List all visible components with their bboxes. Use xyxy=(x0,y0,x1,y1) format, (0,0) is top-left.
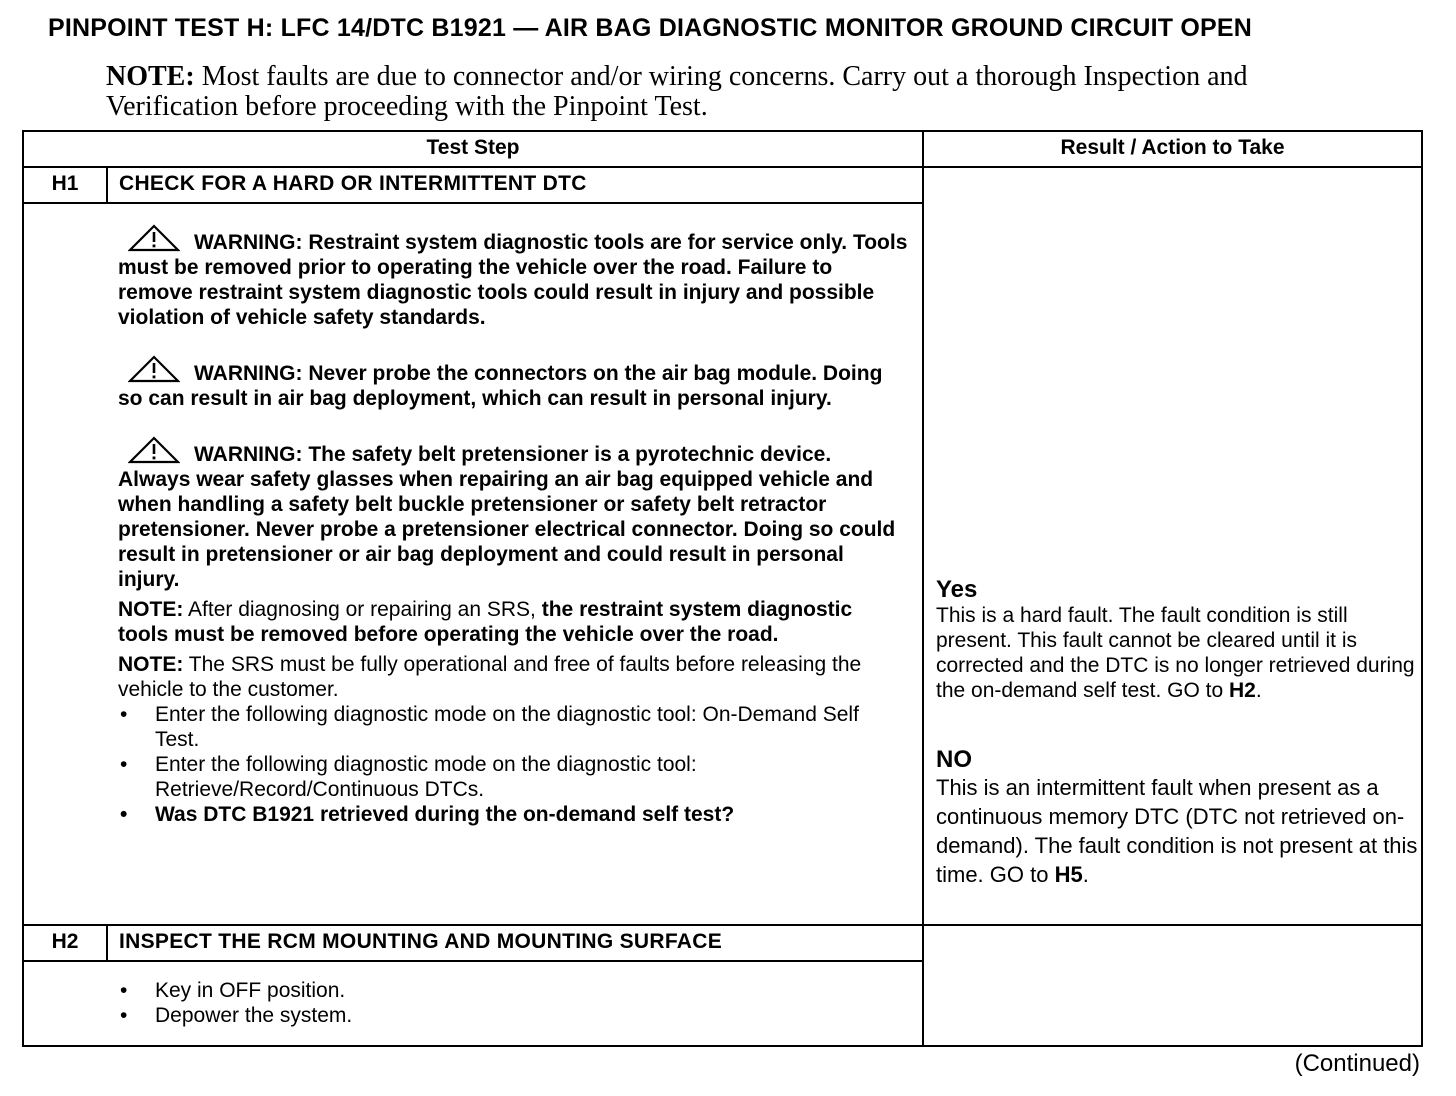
warning-3-text: WARNING: The safety belt pretensioner is a pyrotechnic device. Always wear safety glasses when repairing an air bag equipped vehicle and when handling a safety belt buckle pretensioner or safety belt retractor pretensioner. Never probe a pretensioner electrical connector. Doing so could result in pretensioner or air bag deployment and could result in personal injury. xyxy=(118,443,896,591)
page-title: PINPOINT TEST H: LFC 14/DTC B1921 — AIR BAG DIAGNOSTIC MONITOR GROUND CIRCUIT OPEN xyxy=(48,14,1252,42)
row-divider xyxy=(24,202,922,204)
intro-note-text: Most faults are due to connector and/or wiring concerns. Carry out a thorough Inspection and Verification before proceeding with the Pinpoint Test. xyxy=(106,61,1248,122)
step-bullets-h1 xyxy=(118,702,908,827)
step-id-h2: H2 xyxy=(51,930,79,953)
result-no-text: This is an intermittent fault when present as a continuous memory DTC (DTC not retrieved on-demand). The fault condition is not present at this time. GO to xyxy=(936,775,1418,887)
warning-triangle-icon xyxy=(128,224,180,252)
goto-h5: H5 xyxy=(1054,862,1083,887)
step-body-h2 xyxy=(118,978,908,1028)
header-result-action: Result / Action to Take xyxy=(1060,136,1285,159)
list-item: • Depower the system. xyxy=(118,1003,908,1028)
note-text: The SRS must be fully operational and free of faults before releasing the vehicle to the customer. xyxy=(118,653,862,701)
result-yes-text: This is a hard fault. The fault condition is still present. This fault cannot be cleared until it is corrected and the DTC is no longer retrieved during the on-demand self test. GO to xyxy=(936,604,1415,702)
note-text-bold: the restraint system diagnostic tools must be removed before operating the vehicle over the road. xyxy=(118,598,853,646)
warning-1 xyxy=(118,224,908,330)
result-yes-text-block: This is a hard fault. The fault condition is still present. This fault cannot be cleared until it is corrected and the DTC is no longer retrieved during the on-demand self test. GO to H2. xyxy=(936,604,1415,702)
step-id-divider xyxy=(106,926,108,962)
warning-2 xyxy=(118,355,908,411)
result-no-label: NO xyxy=(936,746,972,773)
step-title-h1: CHECK FOR A HARD OR INTERMITTENT DTC xyxy=(119,172,587,195)
header-test-step: Test Step xyxy=(426,136,520,159)
list-item: • Key in OFF position. xyxy=(118,978,908,1003)
note-operational xyxy=(118,652,908,702)
row-divider xyxy=(24,960,922,962)
column-divider xyxy=(922,132,924,1045)
warning-2-text: WARNING: Never probe the connectors on the air bag module. Doing so can result in air bag deployment, which can result in personal injury. xyxy=(118,362,883,410)
step-bullets-h2 xyxy=(118,978,908,1028)
pinpoint-table xyxy=(22,130,1423,1047)
note-depower xyxy=(118,597,908,647)
note-text: After diagnosing or repairing an SRS, xyxy=(188,598,536,621)
step-title-h2: INSPECT THE RCM MOUNTING AND MOUNTING SURFACE xyxy=(119,930,723,953)
note-label: NOTE: xyxy=(118,598,184,621)
step-body-h1 xyxy=(118,224,908,827)
note-label: NOTE: xyxy=(118,653,184,676)
continued-label: (Continued) xyxy=(1294,1050,1420,1077)
step-id-divider xyxy=(106,168,108,204)
header-row-divider xyxy=(24,166,1421,168)
intro-note-label: NOTE: xyxy=(106,61,195,92)
warning-1-text: WARNING: Restraint system diagnostic tools are for service only. Tools must be removed prior to operating the vehicle over the road. Failure to remove restraint system diagnostic tools could result in injury and possible violation of vehicle safety standards. xyxy=(118,231,908,329)
result-no xyxy=(936,747,1426,889)
intro-note xyxy=(106,62,1306,122)
warning-3 xyxy=(118,436,908,592)
list-item: • Enter the following diagnostic mode on the diagnostic tool: On-Demand Self Test. xyxy=(118,702,908,752)
list-item: • Enter the following diagnostic mode on the diagnostic tool: Retrieve/Record/Continuous DTCs. xyxy=(118,752,908,802)
warning-triangle-icon xyxy=(128,355,180,383)
question-item: • Was DTC B1921 retrieved during the on-demand self test? xyxy=(118,802,908,827)
goto-h2: H2 xyxy=(1229,679,1256,702)
step-id-h1: H1 xyxy=(51,172,79,195)
result-no-text-block: This is an intermittent fault when present as a continuous memory DTC (DTC not retrieved on-demand). The fault condition is not present at this time. GO to H5. xyxy=(936,775,1418,887)
result-yes-label: Yes xyxy=(936,576,978,603)
result-yes xyxy=(936,577,1426,703)
warning-triangle-icon xyxy=(128,436,180,464)
row-divider xyxy=(24,924,1421,926)
